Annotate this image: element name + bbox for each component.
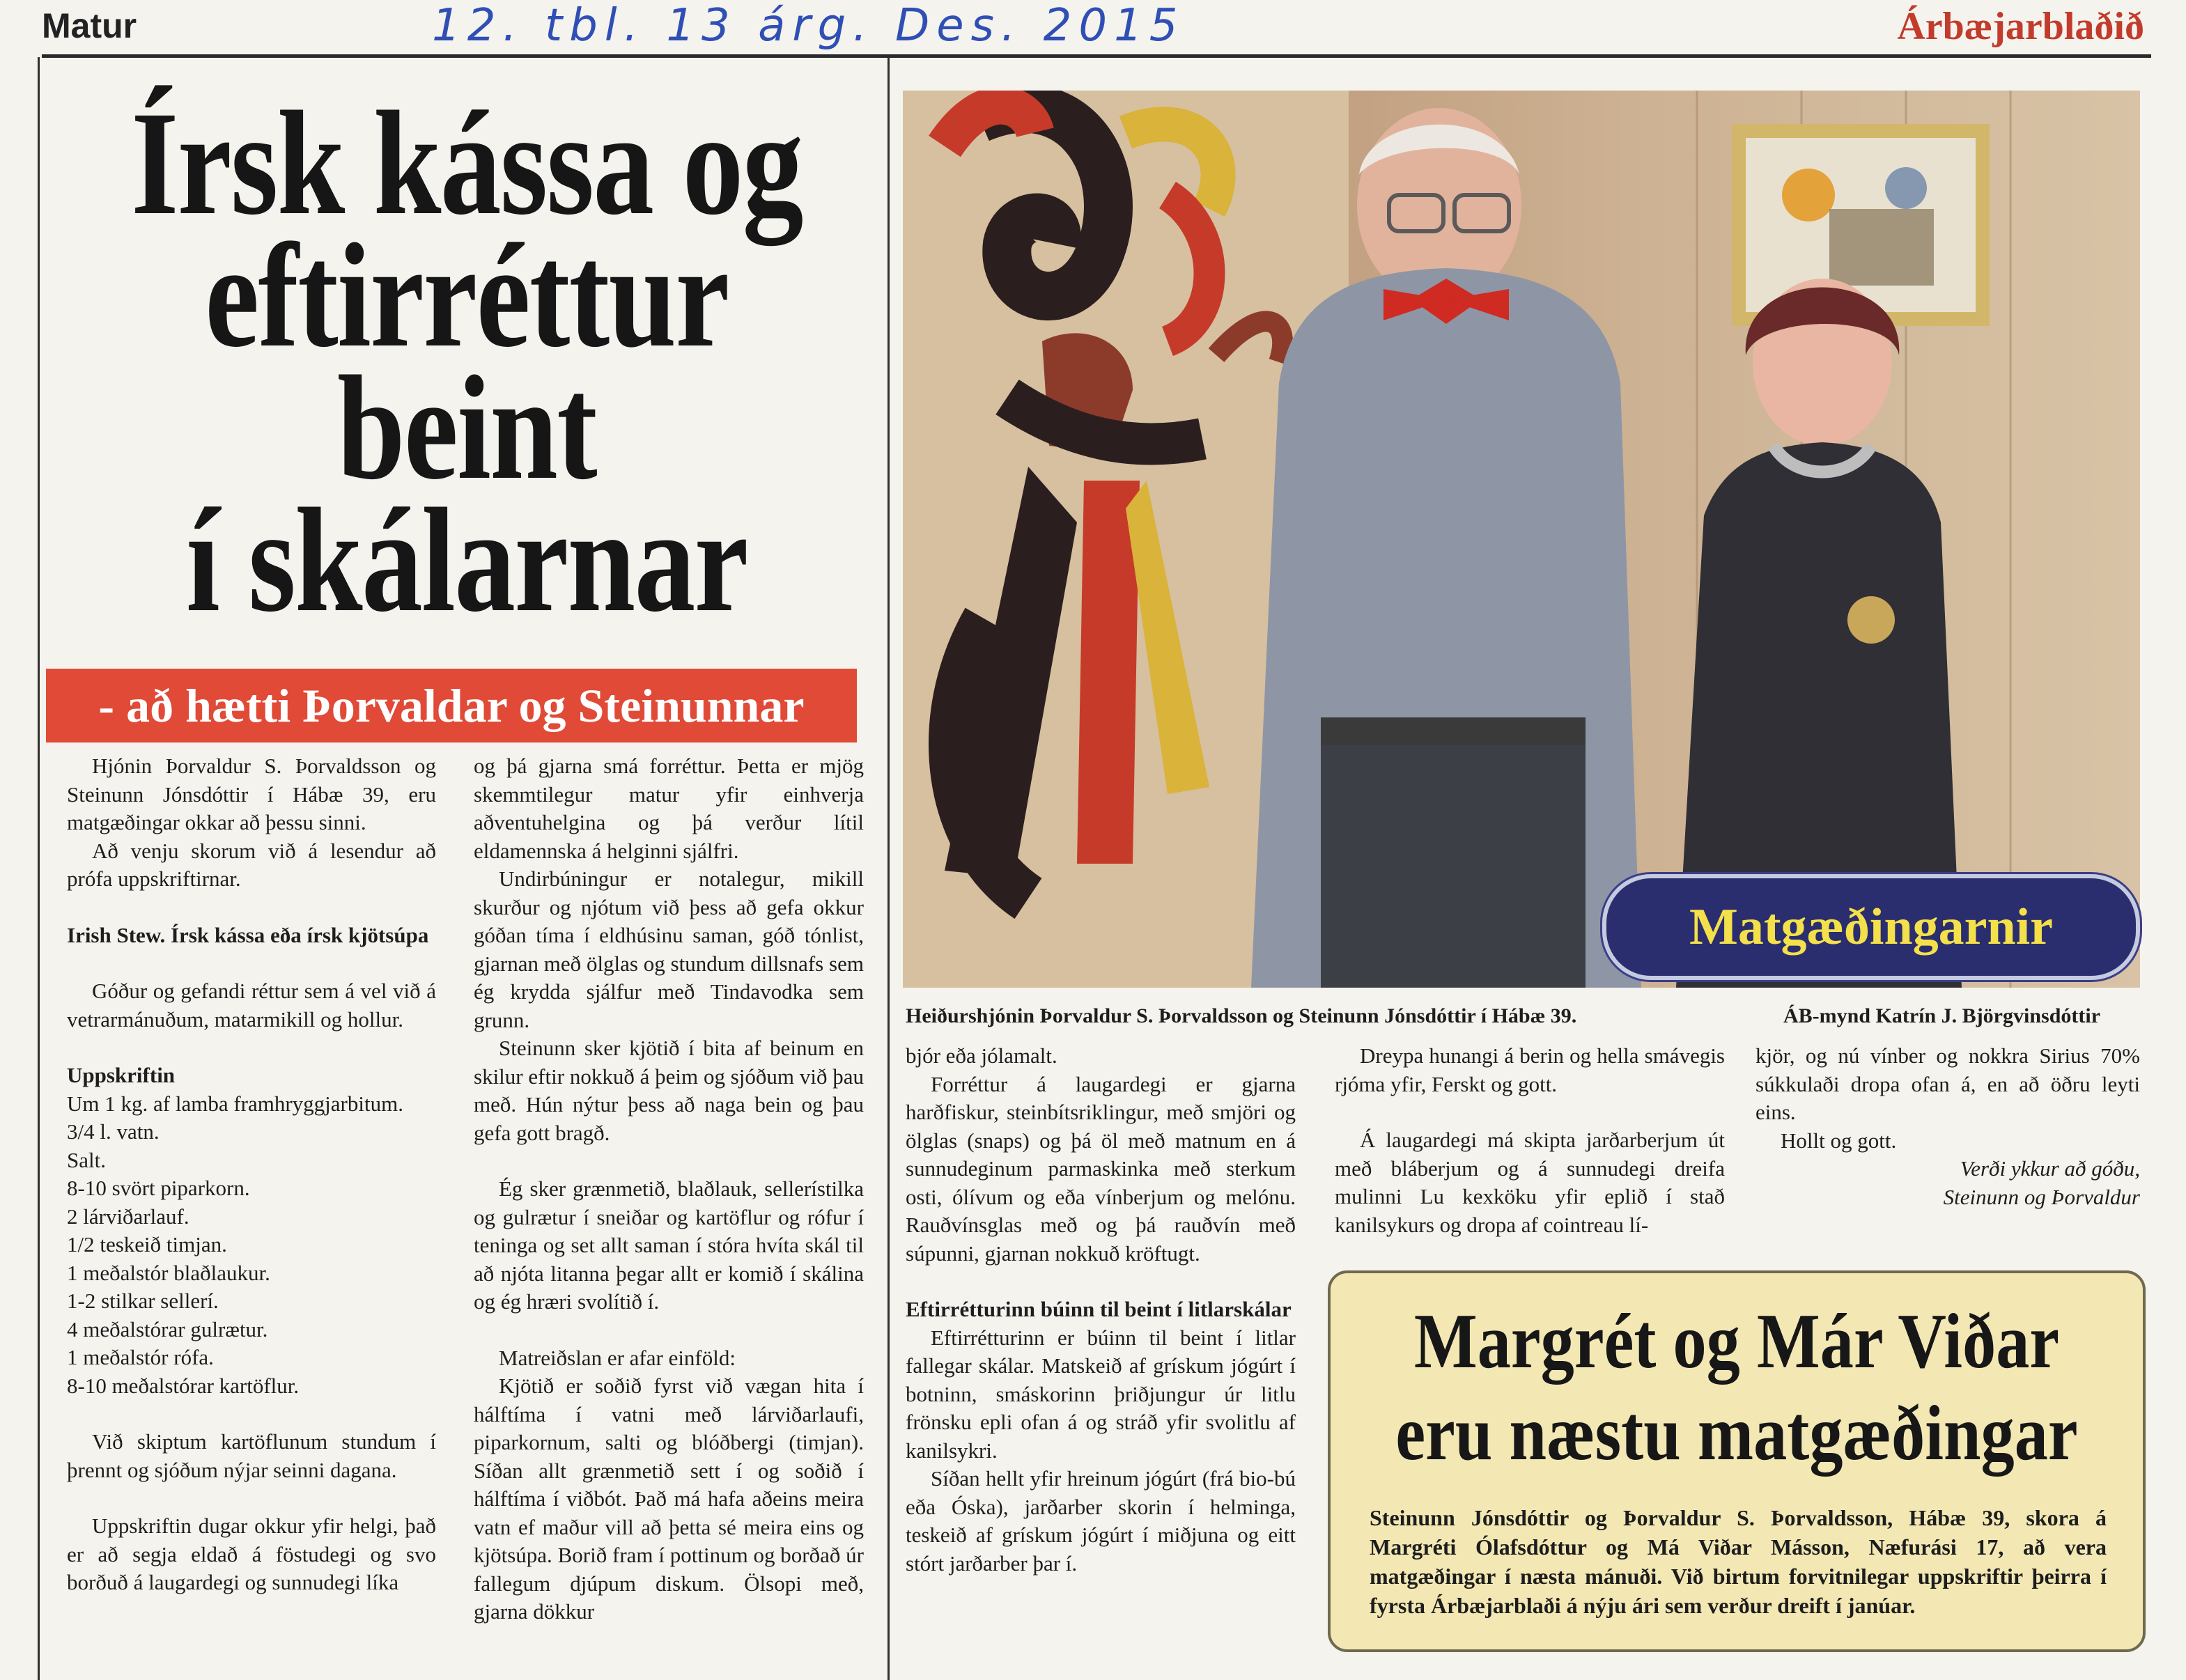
ingredient-item: 1 meðalstór blaðlaukur. — [67, 1260, 270, 1285]
next-chefs-title-line: Margrét og Már Viðar — [1413, 1298, 2060, 1385]
ingredient-item: 1 meðalstór rófa. — [67, 1345, 214, 1369]
article-column-1 — [67, 752, 436, 1597]
ingredient-item: 2 lárviðarlauf. — [67, 1204, 189, 1229]
paragraph: bjór eða jólamalt. — [906, 1043, 1057, 1068]
handwritten-issue-note: 12. tbl. 13 árg. Des. 2015 — [432, 0, 1185, 52]
paragraph: Að venju skorum við á lesendur að prófa uppskriftirnar. — [67, 838, 436, 891]
subheadline-bar — [46, 669, 857, 742]
paragraph: Matreiðslan er afar einföld: — [499, 1345, 736, 1370]
photo-caption: Heiðurshjónin Þorvaldur S. Þorvaldsson og Steinunn Jónsdóttir í Hábæ 39. — [906, 1004, 1577, 1027]
paragraph: Síðan hellt yfir hreinum jógúrt (frá bio-bú eða Óska), jarðarber skorin í helminga, teskeið af grískum jógúrt í miðjuna og eitt stórt jarðarber þar í. — [906, 1466, 1296, 1576]
subheading: Irish Stew. Írsk kássa eða írsk kjötsúpa — [67, 922, 429, 947]
article-column-4 — [1335, 1042, 1725, 1239]
headline-line: eftirréttur beint — [205, 213, 729, 511]
paper-name: Árbæjarblaðið — [1897, 5, 2144, 48]
photo-badge-label: Matgæðingarnir — [1689, 898, 2054, 956]
paragraph: Steinunn sker kjötið í bita af beinum en skilur eftir nokkuð á þeim og sjóðum við þau með. Hún nýtur þess að naga bein og þau gefa gott bragð. — [474, 1036, 864, 1145]
ingredient-item: 4 meðalstórar gulrætur. — [67, 1316, 268, 1341]
ingredient-item: Salt. — [67, 1147, 106, 1172]
next-chefs-title-line: eru næstu matgæðingar — [1395, 1390, 2078, 1477]
subheading: Uppskriftin — [67, 1063, 176, 1087]
article-column-5 — [1755, 1042, 2140, 1211]
next-chefs-body-line: matgæðingar í næsta mánuði. Við birtum forvitnilegar uppskriftir þeirra í — [1370, 1564, 2107, 1589]
sign-off: Verði ykkur að góðu, — [1960, 1156, 2140, 1181]
signature: Steinunn og Þorvaldur — [1943, 1184, 2140, 1209]
column-rule — [38, 57, 40, 1680]
masthead-rule — [42, 54, 2151, 58]
paragraph: Á laugardegi má skipta jarðarberjum út með bláberjum og á sunnudegi dreifa mulinni Lu kexköku yfir eplið í stað kanilsykurs og dropa af cointreau lí- — [1335, 1128, 1725, 1237]
subheadline: - að hætti Þorvaldar og Steinunnar — [98, 678, 805, 732]
subheading: Eftirrétturinn búinn til beint í litlarskálar — [906, 1297, 1292, 1321]
next-chefs-body-line: Steinunn Jónsdóttir og Þorvaldur S. Þorvaldsson, Hábæ 39, skora á — [1370, 1505, 2107, 1530]
article-column-3 — [906, 1042, 1296, 1578]
paragraph: Eftirrétturinn er búinn til beint í litlar fallegar skálar. Matskeið af grískum jógúrt í botninn, smáskorinn þriðjungur úr litlu frönsku epli ofan á og stráð yfir svolitlu af kanilsykri. — [906, 1325, 1296, 1463]
ingredient-item: 1-2 stilkar sellerí. — [67, 1289, 219, 1313]
next-chefs-body-line: fyrsta Árbæjarblaði á nýju ári sem verður dreift í janúar. — [1370, 1593, 1916, 1618]
ingredient-item: Um 1 kg. af lamba framhryggjarbitum. — [67, 1091, 403, 1116]
next-chefs-title — [1388, 1296, 2086, 1479]
article-column-2 — [474, 752, 864, 1626]
next-chefs-body-line: Margréti Ólafsdóttur og Má Viðar Másson, Næfurási 17, að vera — [1370, 1534, 2107, 1560]
paragraph: Dreypa hunangi á berin og hella smávegis rjóma yfir, Ferskt og gott. — [1335, 1043, 1725, 1096]
ingredient-item: 8-10 meðalstórar kartöflur. — [67, 1373, 300, 1398]
paragraph: Undirbúningur er notalegur, mikill skurður og njótum við þess að gefa okkur góðan tíma í eldhúsinu saman, góð tónlist, gjarnan með ölglas og stundum dillsnafs sem ég krydda sjálfur með Tindavodka sem grunn. — [474, 866, 864, 1032]
section-name: Matur — [42, 6, 137, 45]
paragraph: Hollt og gott. — [1781, 1128, 1897, 1153]
photo-illustration — [903, 91, 2140, 988]
paragraph: Við skiptum kartöflunum stundum í þrennt og sjóðum nýjar seinni dagana. — [67, 1429, 436, 1482]
paragraph: Uppskriftin dugar okkur yfir helgi, það er að segja eldað á föstudegi og svo borðuð á laugardegi og sunnudegi líka — [67, 1514, 436, 1594]
paragraph: Ég sker grænmetið, blaðlauk, sellerístilka og gulrætur í sneiðar og kartöflur og rófur í teninga og set allt saman í stóra hvíta skál til að njóta litanna þegar allt er komið í skálina og ég hræri svolítið í. — [474, 1176, 864, 1314]
ingredient-item: 8-10 svört piparkorn. — [67, 1176, 250, 1200]
photo-badge — [1602, 874, 2140, 980]
paragraph: og þá gjarna smá forréttur. Þetta er mjög skemmtilegur matur yfir einhverja aðventuhelgina og þá verður lítil eldamennska á helginni sjálfri. — [474, 754, 864, 863]
ingredient-item: 3/4 l. vatn. — [67, 1119, 160, 1144]
paragraph: kjör, og nú vínber og nokkra Sirius 70% súkkulaði dropa ofan á, en að öðru leyti eins. — [1755, 1043, 2140, 1124]
headline-line: Írsk kássa og — [131, 81, 803, 246]
photo-credit: ÁB-mynd Katrín J. Björgvinsdóttir — [1783, 1004, 2101, 1027]
paragraph: Góður og gefandi réttur sem á vel við á vetrarmánuðum, matarmikill og hollur. — [67, 979, 436, 1032]
ingredient-item: 1/2 teskeið timjan. — [67, 1232, 227, 1257]
paragraph: Forréttur á laugardegi er gjarna harðfiskur, steinbítsriklingur, með smjöri og ölglas (snaps) og þá öl með matnum en á sunnudeginum parmaskinka með sterkum osti, ólívum og eða vínberjum og melónu. Rauðvínsglas með og þá rauðvín með súpunni, gjarnan nokkuð kröftugt. — [906, 1071, 1296, 1266]
headline — [130, 81, 804, 643]
paragraph: Hjónin Þorvaldur S. Þorvaldsson og Steinunn Jónsdóttir í Hábæ 39, eru matgæðingar okkar að þessu sinni. — [67, 754, 436, 834]
headline-line: í skálarnar — [186, 478, 747, 643]
photo-couple — [903, 91, 2140, 988]
next-chefs-box — [1328, 1270, 2146, 1652]
column-rule — [887, 57, 890, 1680]
paragraph: Kjötið er soðið fyrst við vægan hita í hálftíma í vatni með lárviðarlaufi, piparkornum, salti og blóðbergi (timjan). Síðan allt grænmetið sett í og soðið í hálftíma í viðbót. Það má hafa aðeins meira vatn ef maður vill að þetta sé meira eins og kjötsúpa. Borið fram í pottinum og borðað úr fallegum djúpum diskum. Ölsopi með, gjarna dökkur — [474, 1374, 864, 1624]
next-chefs-body — [1370, 1503, 2107, 1620]
